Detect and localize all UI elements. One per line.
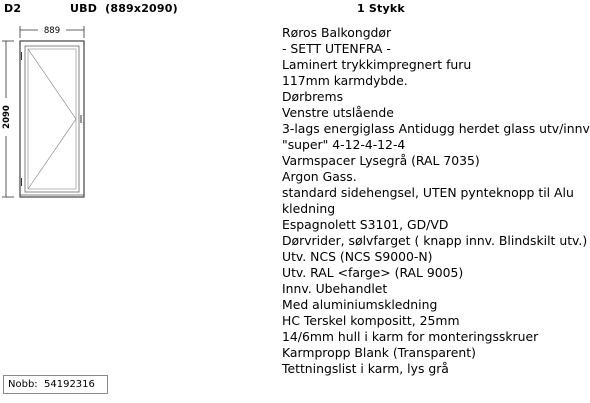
spec-line: Innv. Ubehandlet <box>282 281 388 296</box>
door-drawing <box>0 16 100 211</box>
spec-line: 117mm karmdybde. <box>282 73 408 88</box>
spec-line: Laminert trykkimpregnert furu <box>282 57 472 72</box>
order-number-value: 54192316 <box>44 379 95 390</box>
order-number-box <box>3 375 108 394</box>
spec-line: "super" 4-12-4-12-4 <box>282 137 406 152</box>
spec-line: kledning <box>282 201 336 216</box>
spec-line: Dørvrider, sølvfarget ( knapp innv. Blindskilt utv.) <box>282 233 588 248</box>
door-glass <box>28 49 76 189</box>
order-number-label: Nobb: <box>8 379 38 390</box>
width-label: 889 <box>43 26 61 36</box>
opening-direction-lines <box>28 49 76 189</box>
spec-line: Espagnolett S3101, GD/VD <box>282 217 449 232</box>
height-label: 2090 <box>2 105 12 129</box>
spec-line: HC Terskel kompositt, 25mm <box>282 313 460 328</box>
spec-line: Røros Balkongdør <box>282 25 392 40</box>
spec-line: Varmspacer Lysegrå (RAL 7035) <box>282 153 480 168</box>
spec-line: Argon Gass. <box>282 169 357 184</box>
quantity-label: 1 Stykk <box>357 2 405 15</box>
spec-line: Dørbrems <box>282 89 344 104</box>
spec-line: 14/6mm hull i karm for monteringsskruer <box>282 329 539 344</box>
spec-line: Med aluminiumskledning <box>282 297 438 312</box>
spec-line: standard sidehengsel, UTEN pynteknopp til Alu <box>282 185 574 200</box>
spec-line: Karmpropp Blank (Transparent) <box>282 345 476 360</box>
spec-line: - SETT UTENFRA - <box>282 41 391 56</box>
spec-line: Venstre utslående <box>282 105 394 120</box>
spec-line: Utv. RAL <farge> (RAL 9005) <box>282 265 464 280</box>
position-code: D2 <box>4 2 22 15</box>
spec-line: Tettningslist i karm, lys grå <box>282 361 449 376</box>
door-frame <box>20 41 84 197</box>
door-sash <box>25 46 79 192</box>
spec-line: Utv. NCS (NCS S9000-N) <box>282 249 433 264</box>
specification-list <box>282 25 590 377</box>
spec-line: 3-lags energiglass Antidugg herdet glass utv/innv <box>282 121 590 136</box>
product-type-size: UBD (889x2090) <box>70 2 178 15</box>
